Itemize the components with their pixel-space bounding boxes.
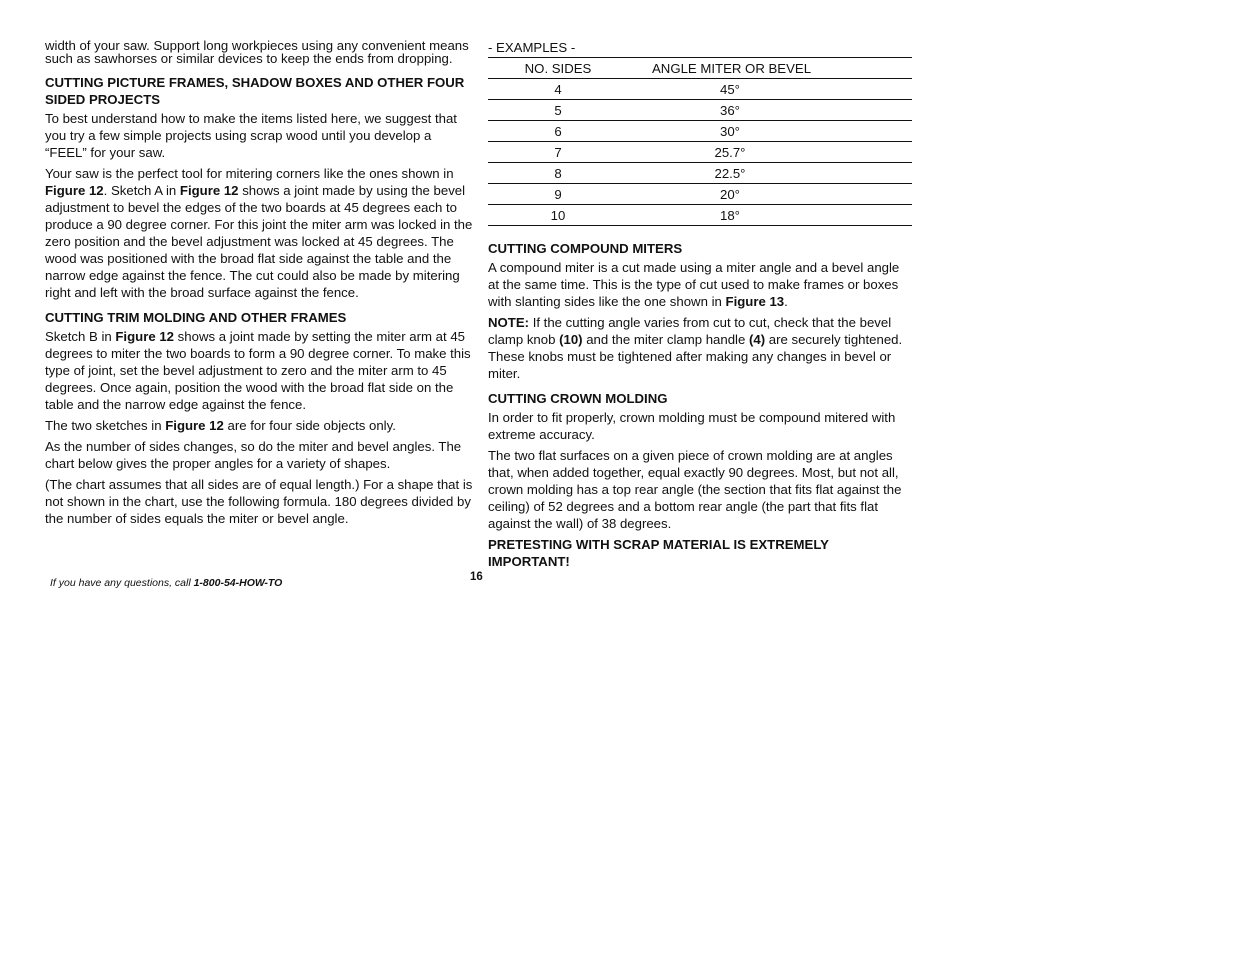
text-run: and the miter clamp handle xyxy=(582,332,749,347)
right-column xyxy=(488,40,912,572)
trim-molding-paragraph-1 xyxy=(45,328,475,413)
left-column xyxy=(45,40,475,531)
section-heading-crown-molding: CUTTING CROWN MOLDING xyxy=(488,391,668,406)
sides-cell: 10 xyxy=(488,205,628,226)
text-run: A compound miter is a cut made using a miter angle and a bevel angle at the same time. This is the type of cut used to make frames or boxes with slanting sides like the one shown in xyxy=(488,260,900,309)
crown-paragraph-1: In order to fit properly, crown molding must be compound mitered with extreme accuracy. xyxy=(488,410,896,442)
text-run: shows a joint made by setting the miter arm at 45 degrees to miter the two boards to form a 90 degree corner. To make this type of joint, set the bevel adjustment to zero and the miter arm to 45 degrees. Once again, position the wood with the broad flat side on the table and the narrow edge against the fence. xyxy=(45,329,471,412)
page-number: 16 xyxy=(470,571,483,583)
angle-cell: 20° xyxy=(628,184,912,205)
note-paragraph xyxy=(488,314,912,382)
table-row xyxy=(488,184,912,205)
footer-text: If you have any questions, call xyxy=(50,577,194,589)
table-row xyxy=(488,100,912,121)
column-header-sides: NO. SIDES xyxy=(488,58,628,79)
sides-cell: 8 xyxy=(488,163,628,184)
sides-cell: 7 xyxy=(488,142,628,163)
picture-frames-paragraph-2 xyxy=(45,165,475,301)
angle-cell: 36° xyxy=(628,100,912,121)
figure-ref: Figure 12 xyxy=(115,329,175,344)
angle-cell: 30° xyxy=(628,121,912,142)
footer-help-line xyxy=(50,577,282,589)
figure-ref: Figure 12 xyxy=(179,183,239,198)
section-heading-trim-molding: CUTTING TRIM MOLDING AND OTHER FRAMES xyxy=(45,310,347,325)
text-run: are securely tightened. These knobs must be tightened after making any changes in bevel or miter. xyxy=(488,332,903,381)
column-header-angle: ANGLE MITER OR BEVEL xyxy=(628,58,912,79)
sides-cell: 5 xyxy=(488,100,628,121)
pretesting-warning: PRETESTING WITH SCRAP MATERIAL IS EXTREMELY IMPORTANT! xyxy=(488,537,829,569)
figure-ref: Figure 12 xyxy=(165,418,224,433)
text-run: shows a joint made by using the bevel adjustment to bevel the edges of the two boards at 45 degrees each to produce a 90 degree corner. For this joint the miter arm was locked in the zero position and the bevel adjustment was locked at 45 degrees. The wood was positioned with the broad flat side against the table and the narrow edge against the fence. The cut could also be made by mitering right and left with the broad surface against the fence. xyxy=(45,183,473,300)
table-row xyxy=(488,205,912,226)
table-row xyxy=(488,142,912,163)
section-heading-compound-miters: CUTTING COMPOUND MITERS xyxy=(488,241,683,256)
footer-phone: 1-800-54-HOW-TO xyxy=(193,577,283,589)
text-run: The two sketches in xyxy=(45,418,166,433)
examples-label: - EXAMPLES - xyxy=(488,40,576,55)
figure-ref: Figure 13 xyxy=(725,294,785,309)
sides-cell: 6 xyxy=(488,121,628,142)
angle-cell: 45° xyxy=(628,79,912,100)
section-heading-picture-frames: CUTTING PICTURE FRAMES, SHADOW BOXES AND OTHER FOUR SIDED PROJECTS xyxy=(45,75,465,107)
text-run: If the cutting angle varies from cut to cut, check that the bevel clamp knob xyxy=(488,315,892,347)
note-label: NOTE: xyxy=(488,315,530,330)
trim-molding-paragraph-2 xyxy=(45,417,475,434)
table-row xyxy=(488,121,912,142)
angle-cell: 18° xyxy=(628,205,912,226)
intro-paragraph: width of your saw. Support long workpieces using any convenient means such as sawhorses or similar devices to keep the ends from dropping. xyxy=(45,38,469,66)
table-row xyxy=(488,163,912,184)
angle-cell: 22.5° xyxy=(628,163,912,184)
trim-molding-paragraph-4: (The chart assumes that all sides are of equal length.) For a shape that is not shown in the chart, use the following formula. 180 degrees divided by the number of sides equals the miter or bevel angle. xyxy=(45,477,473,526)
figure-ref: Figure 12 xyxy=(45,183,104,198)
trim-molding-paragraph-3: As the number of sides changes, so do the miter and bevel angles. The chart below gives the proper angles for a variety of shapes. xyxy=(45,439,462,471)
compound-paragraph-1 xyxy=(488,259,912,310)
part-number: (10) xyxy=(559,332,583,347)
text-run: . xyxy=(784,294,788,309)
angles-table xyxy=(488,57,912,226)
picture-frames-paragraph-1: To best understand how to make the items listed here, we suggest that you try a few simple projects using scrap wood until you develop a “FEEL” for your saw. xyxy=(45,111,457,160)
text-run: Sketch B in xyxy=(45,329,116,344)
table-row xyxy=(488,79,912,100)
text-run: are for four side objects only. xyxy=(223,418,396,433)
sides-cell: 4 xyxy=(488,79,628,100)
crown-paragraph-2: The two flat surfaces on a given piece of crown molding are at angles that, when added together, equal exactly 90 degrees. Most, but not all, crown molding has a top rear angle (the section that fits flat against the ceiling) of 52 degrees and a bottom rear angle (the part that fits flat against the wall) of 38 degrees. xyxy=(488,448,902,531)
table-header-row xyxy=(488,58,912,79)
text-run: Your saw is the perfect tool for mitering corners like the ones shown in xyxy=(45,166,454,181)
part-number: (4) xyxy=(748,332,766,347)
text-run: . Sketch A in xyxy=(103,183,180,198)
sides-cell: 9 xyxy=(488,184,628,205)
angle-cell: 25.7° xyxy=(628,142,912,163)
